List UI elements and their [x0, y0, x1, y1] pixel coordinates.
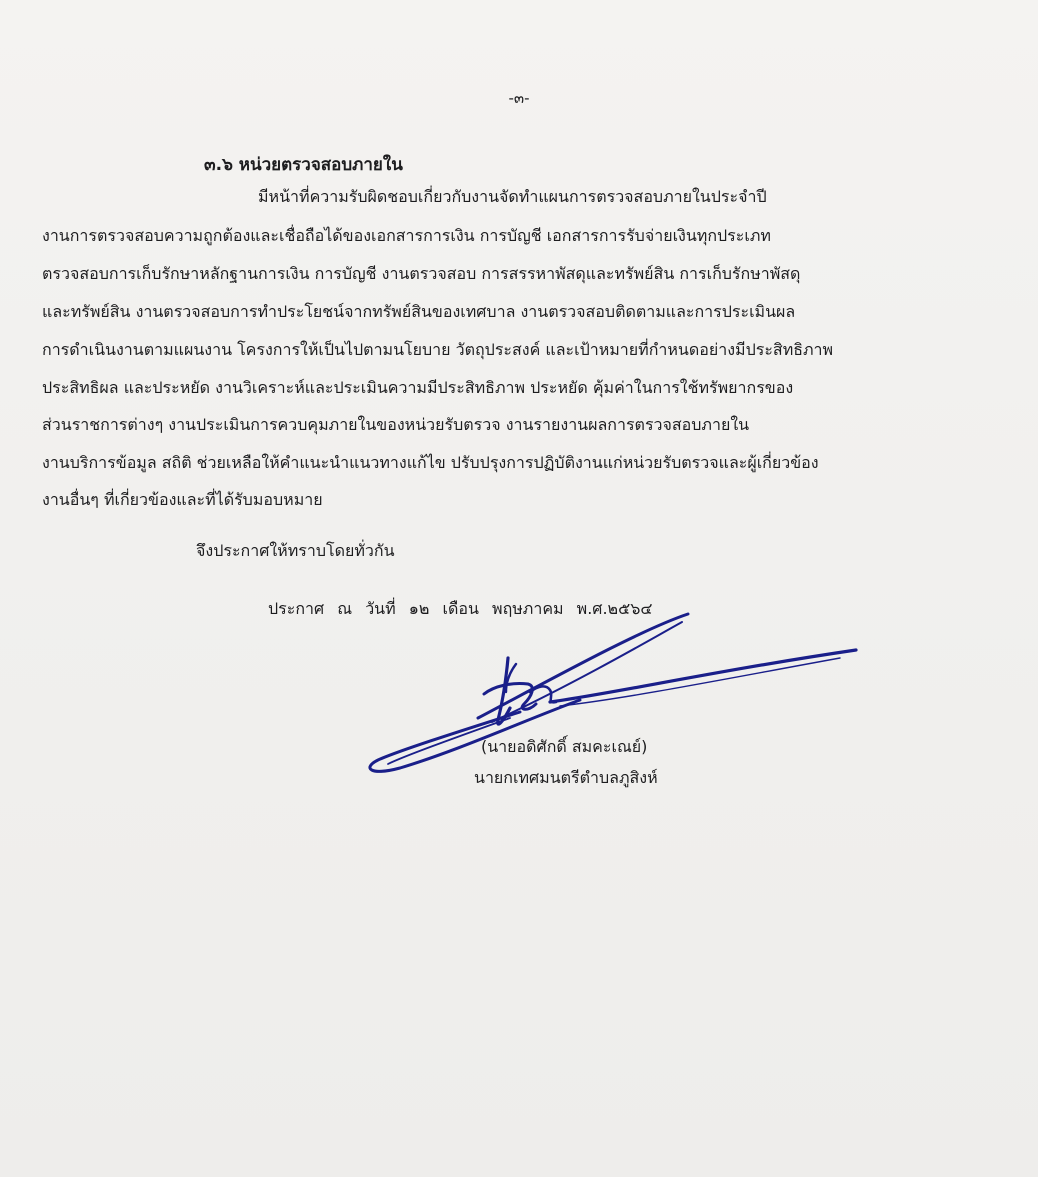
signer-title: นายกเทศมนตรีตำบลภูสิงห์ — [474, 768, 658, 787]
body-line-8: งานบริการข้อมูล สถิติ ช่วยเหลือให้คำแนะนำแนวทางแก้ไข ปรับปรุงการปฏิบัติงานแก่หน่วยรับตรวจและผู้เกี่ยวข้อง — [42, 453, 819, 472]
announcement-date: ประกาศ ณ วันที่ ๑๒ เดือน พฤษภาคม พ.ศ.๒๕๖๔ — [268, 599, 653, 618]
section-heading: ๓.๖ หน่วยตรวจสอบภายใน — [204, 155, 403, 175]
body-line-6: ประสิทธิผล และประหยัด งานวิเคราะห์และประเมินความมีประสิทธิภาพ ประหยัด คุ้มค่าในการใช้ทรัพยากรของ — [42, 378, 794, 397]
body-line-3: ตรวจสอบการเก็บรักษาหลักฐานการเงิน การบัญชี งานตรวจสอบ การสรรหาพัสดุและทรัพย์สิน การเก็บรักษาพัสดุ — [42, 264, 801, 283]
body-line-5: การดำเนินงานตามแผนงาน โครงการให้เป็นไปตามนโยบาย วัตถุประสงค์ และเป้าหมายที่กำหนดอย่างมีประสิทธิภาพ — [42, 340, 834, 359]
closing-statement: จึงประกาศให้ทราบโดยทั่วกัน — [196, 541, 395, 560]
body-line-7: ส่วนราชการต่างๆ งานประเมินการควบคุมภายในของหน่วยรับตรวจ งานรายงานผลการตรวจสอบภายใน — [42, 415, 750, 434]
page-number: -๓- — [508, 89, 530, 107]
body-line-9: งานอื่นๆ ที่เกี่ยวข้องและที่ได้รับมอบหมาย — [42, 490, 323, 509]
body-line-4: และทรัพย์สิน งานตรวจสอบการทำประโยชน์จากทรัพย์สินของเทศบาล งานตรวจสอบติดตามและการประเมินผล — [42, 302, 796, 321]
body-line-1: มีหน้าที่ความรับผิดชอบเกี่ยวกับงานจัดทำแผนการตรวจสอบภายในประจำปี — [258, 187, 767, 206]
body-line-2: งานการตรวจสอบความถูกต้องและเชื่อถือได้ของเอกสารการเงิน การบัญชี เอกสารการรับจ่ายเงินทุกประเภท — [42, 226, 771, 245]
signer-name: (นายอดิศักดิ์ สมคะเณย์) — [481, 737, 648, 756]
